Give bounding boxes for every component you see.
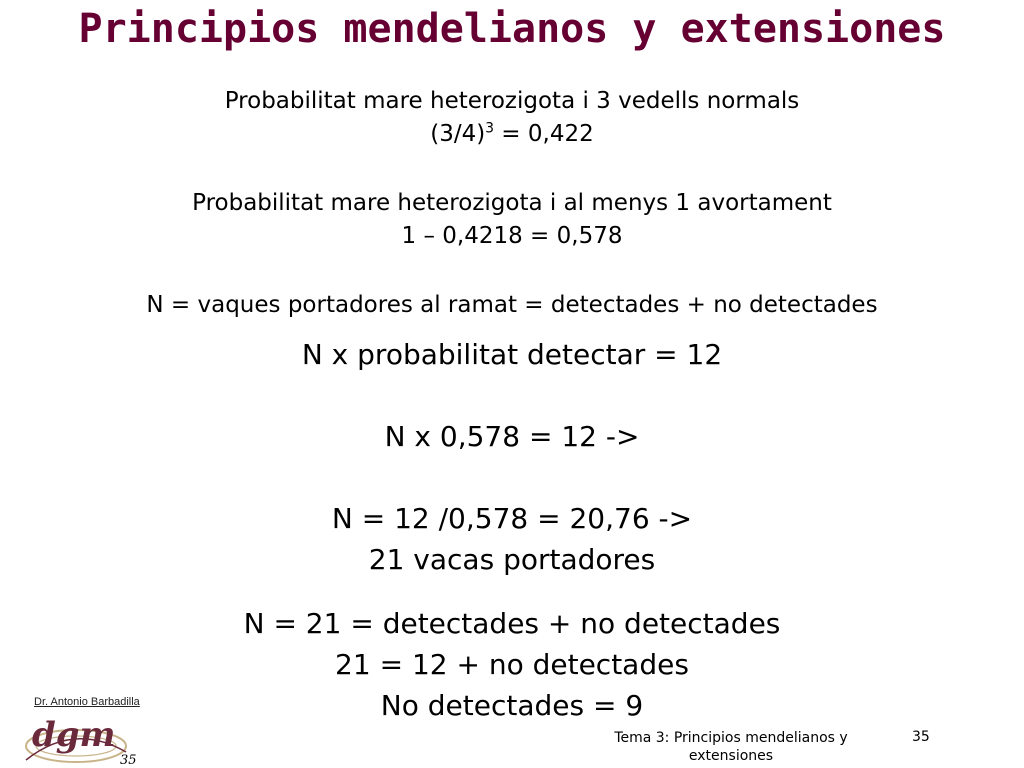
text-line-2-result: = 0,422 [494, 121, 594, 147]
footer-topic: Tema 3: Principios mendelianos y extensiones [614, 730, 848, 764]
text-line-5 [0, 292, 1024, 318]
text-line-9 [0, 543, 1024, 576]
text-line-2 [0, 121, 1024, 147]
text-line-2-exponent: 3 [485, 120, 494, 137]
text-line-12-text: No detectades = 9 [380, 689, 644, 722]
text-line-5-text: N = vaques portadores al ramat = detectades + no detectades [146, 292, 878, 318]
text-line-4 [0, 223, 1024, 249]
text-line-3-text: Probabilitat mare heterozigota i al menys 1 avortament [192, 190, 832, 216]
slide-title: Principios mendelianos y extensiones [78, 6, 946, 52]
logo-text: dgm [32, 715, 116, 755]
text-line-11 [0, 648, 1024, 681]
text-line-10-text: N = 21 = detectades + no detectades [243, 607, 781, 640]
text-line-9-text: 21 vacas portadores [368, 543, 656, 576]
dgm-logo [14, 712, 154, 768]
text-line-3 [0, 190, 1024, 216]
text-line-6-text: N x probabilitat detectar = 12 [301, 338, 723, 371]
text-line-4-text: 1 – 0,4218 = 0,578 [401, 223, 623, 249]
page-number: 35 [912, 729, 930, 745]
text-line-8 [0, 502, 1024, 535]
author-link[interactable]: Dr. Antonio Barbadilla [34, 696, 140, 708]
logo-number: 35 [120, 753, 137, 768]
text-line-6 [0, 338, 1024, 371]
text-line-10 [0, 607, 1024, 640]
text-line-2-base: (3/4) [430, 121, 486, 147]
text-line-1-text: Probabilitat mare heterozigota i 3 vedells normals [224, 88, 800, 114]
text-line-7 [0, 420, 1024, 453]
text-line-1 [0, 88, 1024, 114]
text-line-11-text: 21 = 12 + no detectades [335, 648, 689, 681]
text-line-8-text: N = 12 /0,578 = 20,76 -> [331, 502, 693, 535]
text-line-7-text: N x 0,578 = 12 -> [384, 420, 640, 453]
